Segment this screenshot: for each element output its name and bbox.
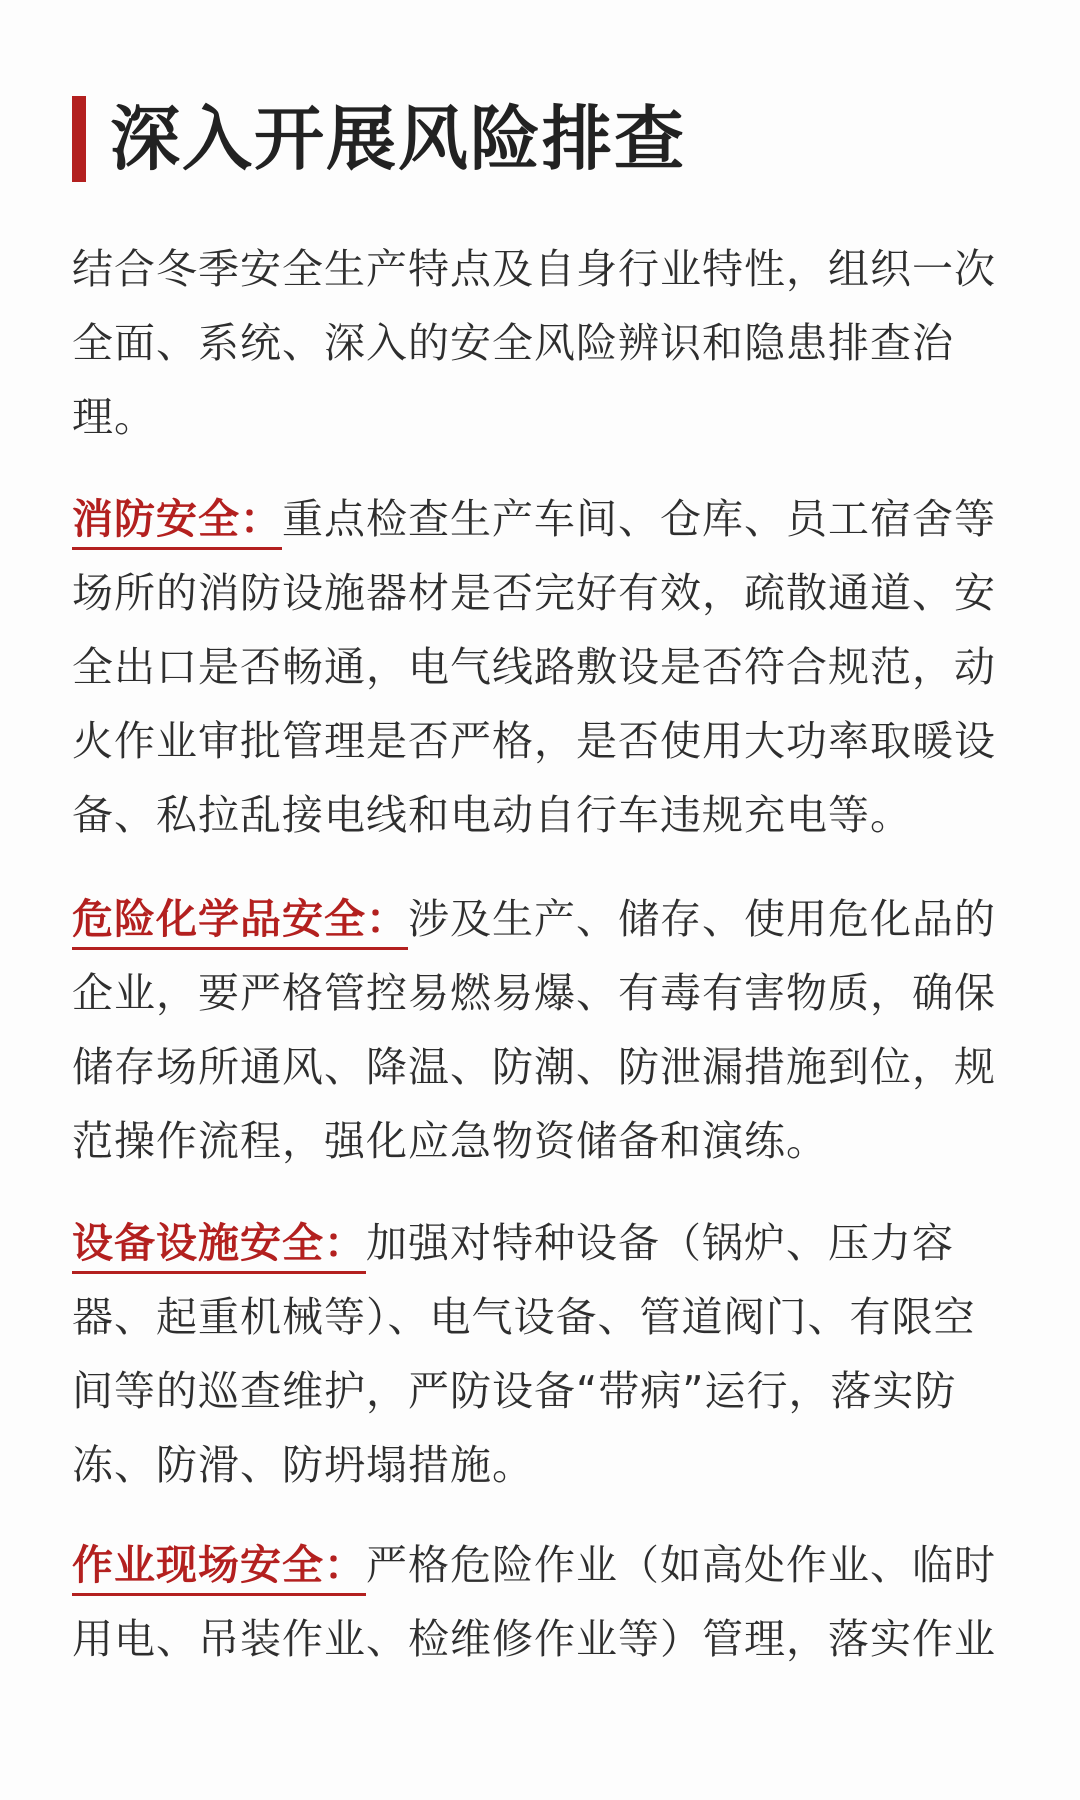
intro-paragraph: 结合冬季安全生产特点及自身行业特性，组织一次全面、系统、深入的安全风险辨识和隐患排查治理。 [72, 245, 996, 441]
fire-safety-text: 重点检查生产车间、仓库、员工宿舍等场所的消防设施器材是否完好有效，疏散通道、安全出口是否畅通，电气线路敷设是否符合规范，动火作业审批管理是否严格，是否使用大功率取暖设备、私拉乱接电线和电动自行车违规充电等。 [72, 495, 996, 839]
worksite-safety-paragraph [72, 1528, 1008, 1676]
equipment-safety-text: 加强对特种设备（锅炉、压力容器、起重机械等）、电气设备、管道阀门、有限空间等的巡查维护，严防设备“带病”运行，落实防冻、防滑、防坍塌措施。 [72, 1219, 976, 1489]
fire-safety-label: 消防安全： [72, 495, 282, 550]
heading-accent-bar [72, 96, 86, 182]
section-heading [72, 96, 686, 182]
chemical-safety-text: 涉及生产、储存、使用危化品的企业，要严格管控易燃易爆、有毒有害物质，确保储存场所通风、降温、防潮、防泄漏措施到位，规范操作流程，强化应急物资储备和演练。 [72, 895, 996, 1165]
fire-safety-paragraph [72, 482, 1008, 852]
chemical-safety-paragraph [72, 882, 1008, 1178]
equipment-safety-paragraph [72, 1206, 1008, 1502]
page-title: 深入开展风险排查 [110, 98, 686, 180]
equipment-safety-label: 设备设施安全： [72, 1219, 366, 1274]
worksite-safety-label: 作业现场安全： [72, 1541, 366, 1596]
worksite-safety-text: 严格危险作业（如高处作业、临时用电、吊装作业、检维修作业等）管理，落实作业 [72, 1541, 996, 1663]
chemical-safety-label: 危险化学品安全： [72, 895, 408, 950]
